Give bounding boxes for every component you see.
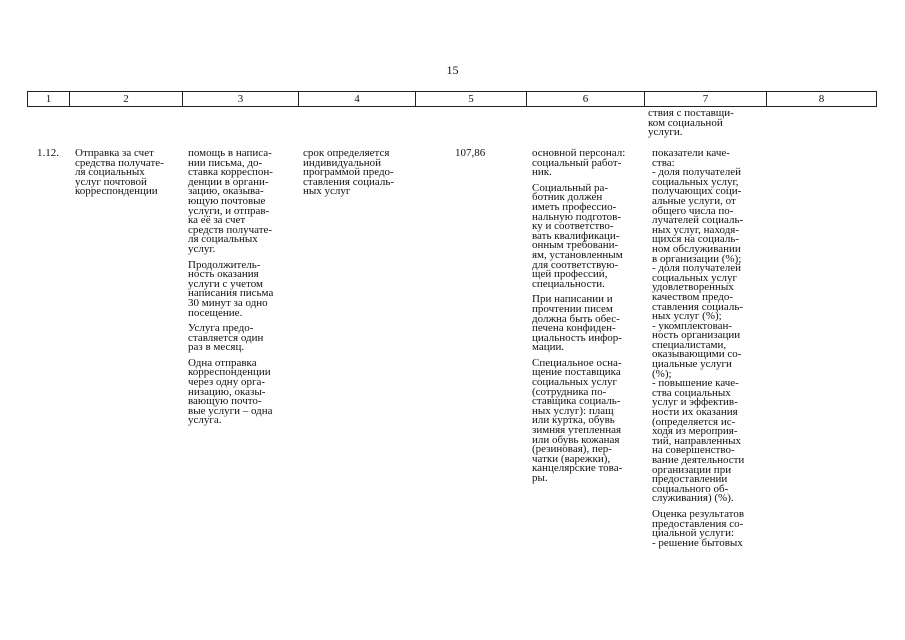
- row-number: 1.12.: [37, 147, 59, 159]
- indicators-paragraph: Оценка результатов предоставления со- циальной услуги: - решение бытовых: [652, 507, 745, 549]
- page-number: 15: [446, 63, 459, 77]
- conditions-paragraph: Социальный ра- ботник должен иметь профессио- нальную подготов- ку и соответство- вать квалификаци- онным требовани- ям, установленным для соответствую- щей профессии, специальности.: [532, 181, 623, 290]
- service-tariff: 107,86: [455, 147, 486, 159]
- service-term: срок определяется индивидуальной программой предо- ставления социаль- ных услуг: [303, 147, 395, 198]
- description-paragraph: Продолжитель- ность оказания услуги с учетом написания письма 30 минут за одно посещение.: [188, 258, 274, 319]
- description-paragraph: Услуга предо- ставляется один раз в месяц.: [188, 322, 264, 354]
- header-col-1: 1: [28, 92, 70, 106]
- header-col-2: 2: [70, 92, 183, 106]
- description-paragraph: Одна отправка корреспонденции через одну орга- низацию, оказы- вающую почто- вые услуги – одна услуга.: [188, 356, 273, 427]
- header-col-4: 4: [299, 92, 416, 106]
- description-paragraph: помощь в написа- нии письма, до- ставка корреспон- денции в органи- зацию, оказыва- ющую почтовые услуги, и отправ- ка её за счет средств получате- ля социальных услуг.: [188, 147, 273, 255]
- service-conditions: [532, 149, 644, 490]
- conditions-paragraph: При написании и прочтении писем должна быть обес- печена конфиден- циальность инфор- мации.: [532, 293, 622, 354]
- indicators-paragraph: показатели каче- ства: - доля получателей социальных услуг, получающих соци- альные услуги, от общего числа по- лучателей социаль- ных услуг, находя- щихся на социаль- ном обслуживании в организации (%); - доля получателей социальных услуг удовлетворенных качеством предо- ставления социаль- ных услуг (%); - укомплектован- ность организации специалистами, оказывающими со- циальные услуги (%); - повышение каче- ства социальных услуг и эффектив- ности их оказания (определяется ис- ходя из мероприя- тий, направленных на совершенство- вание деятельности организации при предоставлении социального об- служивания) (%).: [652, 147, 745, 505]
- table-header-row: [27, 91, 877, 107]
- service-description: [188, 149, 298, 432]
- header-col-5: 5: [416, 92, 527, 106]
- indicators-continued-text: ствия с поставщи- ком социальной услуги.: [648, 107, 734, 139]
- quality-indicators: [652, 149, 770, 554]
- service-name: Отправка за счет средства получате- ля социальных услуг почтовой корреспонденции: [75, 147, 164, 198]
- conditions-paragraph: Специальное осна- щение поставщика социальных услуг (сотрудника по- ставщика социаль- ных услуг): плащ или куртка, обувь зимняя утепленная или обувь кожаная (резиновая), пер- чатки (варежки), канцелярские това- ры.: [532, 356, 623, 484]
- header-col-3: 3: [183, 92, 299, 106]
- header-col-7: 7: [645, 92, 767, 106]
- conditions-paragraph: основной персонал: социальный работ- ник.: [532, 147, 626, 179]
- header-col-8: 8: [818, 93, 825, 105]
- header-col-6: 6: [527, 92, 645, 106]
